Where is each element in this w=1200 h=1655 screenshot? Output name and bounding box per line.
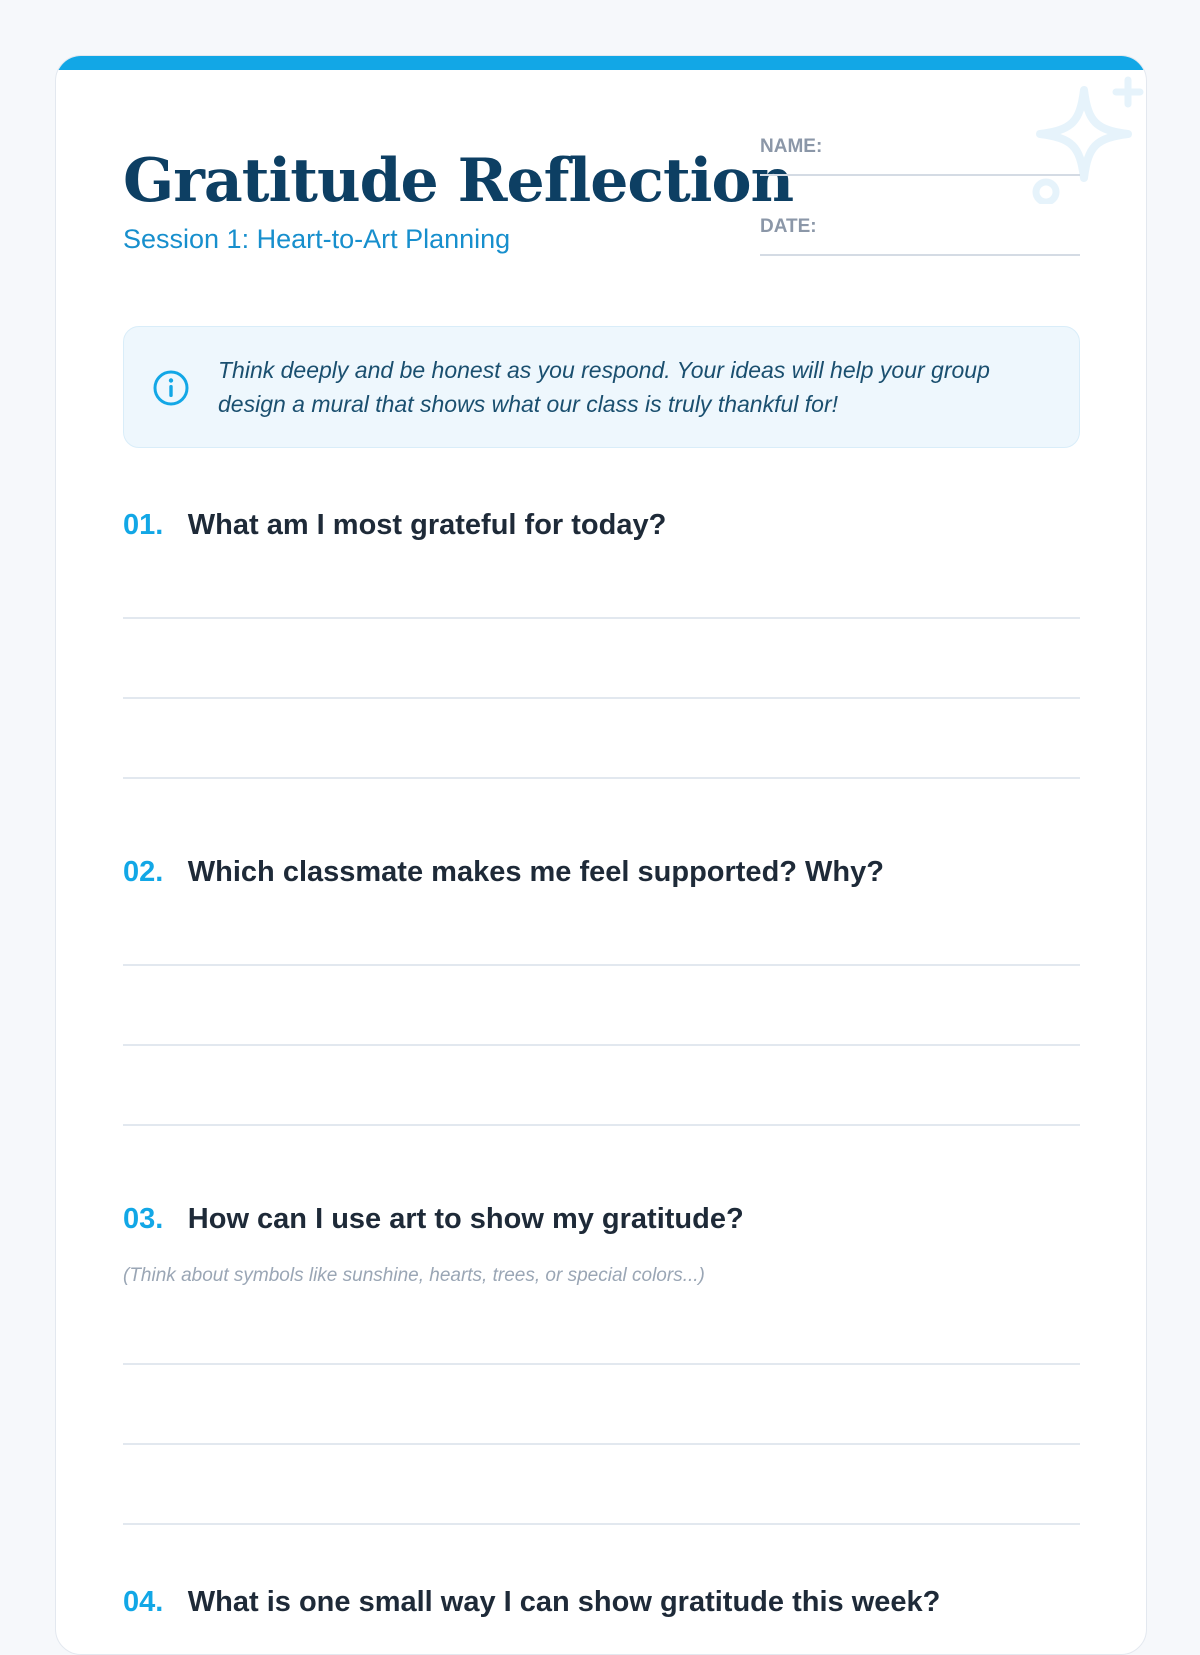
- name-field[interactable]: [760, 136, 1080, 176]
- date-label: DATE:: [760, 216, 817, 237]
- card-top-accent-bar: [56, 56, 1146, 70]
- date-field[interactable]: [760, 216, 1080, 256]
- question-number: 03.: [123, 1203, 164, 1235]
- instructions-text: Think deeply and be honest as you respond. Your ideas will help your group design a mural that shows what our class is truly thankful for!: [218, 357, 990, 417]
- answer-line[interactable]: [123, 697, 1080, 699]
- answer-line[interactable]: [123, 1523, 1080, 1525]
- instructions-callout: [123, 326, 1080, 448]
- question-heading: [123, 1203, 744, 1236]
- question-hint: (Think about symbols like sunshine, hearts, trees, or special colors...): [123, 1265, 705, 1286]
- question-text: What is one small way I can show gratitude this week?: [187, 1586, 941, 1618]
- question-number: 01.: [123, 509, 164, 541]
- page-subtitle: Session 1: Heart-to-Art Planning: [123, 224, 511, 254]
- answer-line[interactable]: [123, 1363, 1080, 1365]
- question-heading: [123, 509, 666, 542]
- question-text: How can I use art to show my gratitude?: [187, 1203, 744, 1235]
- answer-line[interactable]: [123, 1124, 1080, 1126]
- question-number: 02.: [123, 856, 164, 888]
- question-heading: [123, 1586, 940, 1619]
- answer-line[interactable]: [123, 777, 1080, 779]
- answer-line[interactable]: [123, 964, 1080, 966]
- answer-line[interactable]: [123, 1443, 1080, 1445]
- page-title: Gratitude Reflection: [123, 146, 794, 216]
- answer-line[interactable]: [123, 617, 1080, 619]
- name-label: NAME:: [760, 136, 823, 157]
- question-heading: [123, 856, 884, 889]
- worksheet-card: [55, 55, 1147, 1655]
- info-icon: [152, 369, 190, 407]
- question-text: What am I most grateful for today?: [187, 509, 667, 541]
- question-text: Which classmate makes me feel supported? Why?: [187, 856, 884, 888]
- answer-line[interactable]: [123, 1044, 1080, 1046]
- question-number: 04.: [123, 1586, 164, 1618]
